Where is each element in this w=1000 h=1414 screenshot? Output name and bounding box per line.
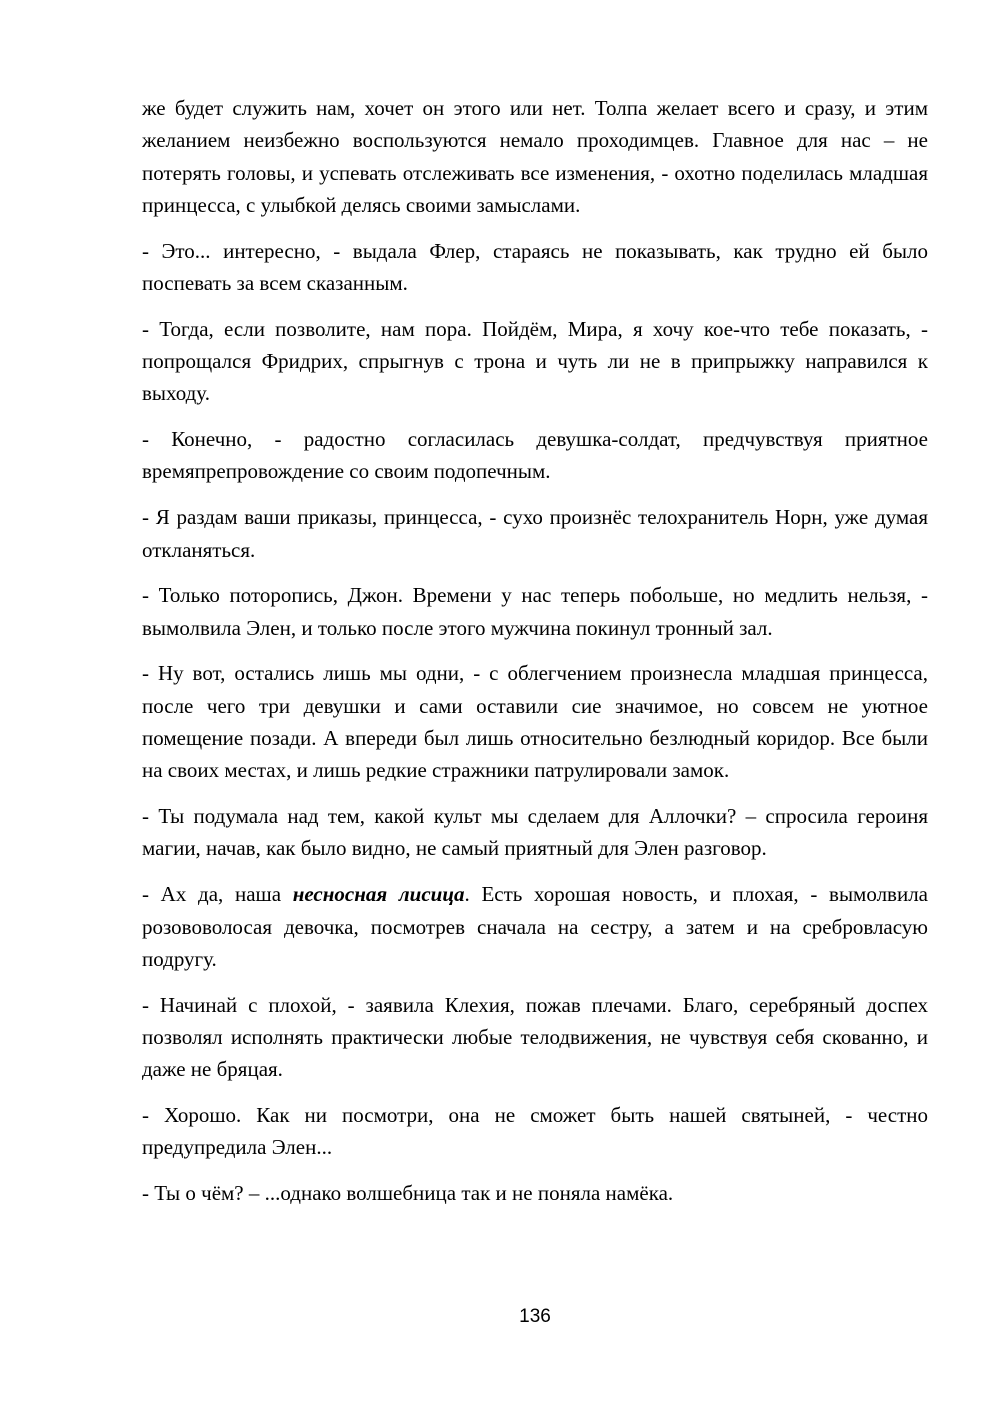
emphasis-bold-italic: несносная лисица xyxy=(292,882,465,907)
text-segment: - Ты подумала над тем, какой культ мы сделаем для Аллочки? – спросила героиня магии, начав, как было видно, не самый приятный для Элен разговор. xyxy=(142,804,928,861)
text-segment: . Есть хорошая новость, и плохая, - вымолвила розововолосая девочка, посмотрев сначала на сестру, а затем и на сребровласую подругу. xyxy=(142,882,929,971)
text-segment: - Только поторопись, Джон. Времени у нас теперь побольше, но медлить нельзя, - вымолвила Элен, и только после этого мужчина покинул тронный зал. xyxy=(142,583,928,640)
paragraph xyxy=(142,423,928,488)
paragraph xyxy=(142,579,928,644)
paragraph xyxy=(142,313,928,410)
text-segment: же будет служить нам, хочет он этого или нет. Толпа желает всего и сразу, и этим желанием неизбежно воспользуются немало проходимцев. Главное для нас – не потерять головы, и успевать отслеживать все изменения, - охотно поделилась младшая принцесса, с улыбкой делясь своими замыслами. xyxy=(142,96,928,217)
text-segment: - Ах да, наша xyxy=(142,882,293,907)
paragraph xyxy=(142,989,928,1086)
text-segment: - Начинай с плохой, - заявила Клехия, пожав плечами. Благо, серебряный доспех позволял исполнять практически любые телодвижения, не чувствуя себя скованно, и даже не бряцая. xyxy=(142,992,928,1082)
text-segment: - Хорошо. Как ни посмотри, она не сможет быть нашей святыней, - честно предупредила Элен... xyxy=(142,1103,928,1160)
paragraph xyxy=(142,800,928,865)
paragraph xyxy=(142,1099,928,1164)
text-segment: - Конечно, - радостно согласилась девушка-солдат, предчувствуя приятное времяпрепровождение со своим подопечным. xyxy=(142,427,928,484)
paragraph xyxy=(142,235,928,300)
page-number: 136 xyxy=(519,1306,551,1327)
text-segment: - Это... интересно, - выдала Флер, стараясь не показывать, как трудно ей было поспевать за всем сказанным. xyxy=(142,238,928,295)
text-segment: - Ты о чём? – ...однако волшебница так и не поняла намёка. xyxy=(142,1181,674,1206)
text-segment: - Ну вот, остались лишь мы одни, - с облегчением произнесла младшая принцесса, после чего три девушки и сами оставили сие значимое, но совсем не уютное помещение позади. А впереди был лишь относительно безлюдный коридор. Все были на своих местах, и лишь редкие стражники патрулировали замок. xyxy=(142,661,928,783)
text-segment: - Я раздам ваши приказы, принцесса, - сухо произнёс телохранитель Норн, уже думая откланяться. xyxy=(142,505,928,562)
paragraph xyxy=(142,1177,928,1209)
text-segment: - Тогда, если позволите, нам пора. Пойдём, Мира, я хочу кое-что тебе показать, - попрощался Фридрих, спрыгнув с трона и чуть ли не в припрыжку направился к выходу. xyxy=(142,316,928,406)
paragraph xyxy=(142,501,928,566)
page-footer xyxy=(142,1306,928,1328)
text-block xyxy=(142,92,928,1209)
paragraph xyxy=(142,92,928,221)
paragraph xyxy=(142,878,928,975)
paragraph xyxy=(142,657,928,786)
